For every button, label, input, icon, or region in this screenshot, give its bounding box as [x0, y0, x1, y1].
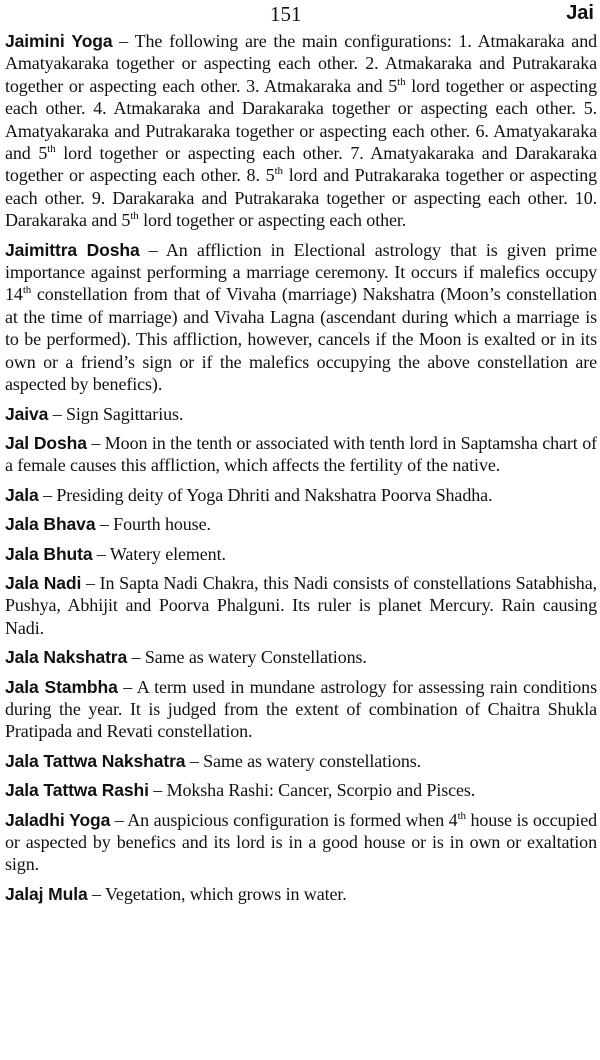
dictionary-entry [5, 883, 597, 905]
entry-term: Jala Nakshatra [5, 647, 128, 668]
entry-definition: – Same as watery Constellations. [127, 647, 367, 668]
entry-definition: – Watery element. [92, 543, 226, 564]
dictionary-entry [5, 750, 597, 772]
entry-list [5, 30, 597, 912]
entry-definition: – Presiding deity of Yoga Dhriti and Nakshatra Poorva Shadha. [38, 484, 493, 505]
entry-term: Jaladhi Yoga [5, 809, 111, 830]
entry-term: Jala Nadi [5, 572, 82, 593]
dictionary-entry [5, 646, 597, 668]
dictionary-entry [5, 403, 597, 425]
entry-term: Jalaj Mula [5, 883, 88, 904]
entry-definition: – Same as watery constellations. [185, 750, 422, 771]
entry-term: Jaimittra Dosha [5, 239, 140, 260]
entry-term: Jaimini Yoga [5, 31, 113, 51]
entry-definition: – The following are the main configurations: 1. Atmakaraka and Amatyakaraka together or aspecting each other. 2. Atmakaraka and Putrakaraka together or aspecting each other. 3. Atmakaraka and 5th lord together or aspecting each other. 4. Atmakaraka and Darakaraka together or aspecting each other. 5. Amatyakaraka and Putrakaraka together or aspecting each other. 6. Amatyakaraka and 5th lord together or aspecting each other. 7. Amatyakaraka and Darakaraka together or aspecting each other. 8. 5th lord and Putrakaraka together or aspecting each other. 9. Darakaraka and Putrakaraka together or aspecting each other. 10. Darakaraka and 5th lord together or aspecting each other. [5, 31, 597, 231]
dictionary-entry [5, 484, 597, 506]
entry-term: Jala Tattwa Nakshatra [5, 750, 186, 771]
entry-definition: – A term used in mundane astrology for assessing rain conditions during the year. It is judged from the extent of combination of Chaitra Shukla Pratipada and Revati constellation. [5, 676, 597, 742]
entry-term: Jaiva [5, 403, 49, 424]
entry-definition: – An affliction in Electional astrology that is given prime importance against performing a marriage ceremony. It occurs if malefics occupy 14th constellation from that of Vivaha (marriage) Nakshatra (Moon’s constellation at the time of marriage) and Vivaha Lagna (ascendant during which a marriage is to be performed). This affliction, however, cancels if the Moon is exalted or in its own or a friend’s sign or if the malefics occupying the above constellation are aspected by benefics). [5, 239, 597, 395]
entry-term: Jala Bhava [5, 514, 96, 535]
dictionary-entry [5, 513, 597, 535]
entry-definition: – Fourth house. [95, 514, 211, 535]
dictionary-entry [5, 543, 597, 565]
entry-term: Jala Stambha [5, 676, 118, 697]
entry-term: Jal Dosha [5, 432, 87, 453]
entry-definition: – Moon in the tenth or associated with tenth lord in Saptamsha chart of a female causes this affliction, which affects the fertility of the native. [5, 432, 597, 476]
entry-definition: – Vegetation, which grows in water. [87, 883, 347, 904]
entry-term: Jala [5, 484, 39, 505]
page-header [0, 2, 600, 30]
page-number: 151 [270, 2, 302, 26]
entry-term: Jala Bhuta [5, 543, 93, 564]
dictionary-entry [5, 432, 597, 477]
dictionary-entry [5, 779, 597, 801]
dictionary-entry [5, 676, 597, 743]
entry-definition: – An auspicious configuration is formed when 4th house is occupied or aspected by benefics and its lord is in a good house or is in own or exaltation sign. [5, 809, 597, 875]
entry-definition: – Moksha Rashi: Cancer, Scorpio and Pisces. [148, 780, 476, 801]
entry-definition: – In Sapta Nadi Chakra, this Nadi consists of constellations Satabhisha, Pushya, Abhijit and Poorva Phalguni. Its ruler is planet Mercury. Rain causing Nadi. [5, 572, 597, 638]
dictionary-entry [5, 30, 597, 232]
dictionary-entry [5, 809, 597, 876]
dictionary-entry [5, 572, 597, 639]
dictionary-entry [5, 239, 597, 396]
entry-term: Jala Tattwa Rashi [5, 780, 149, 801]
entry-definition: – Sign Sagittarius. [48, 403, 184, 424]
running-head: Jai [566, 2, 594, 24]
